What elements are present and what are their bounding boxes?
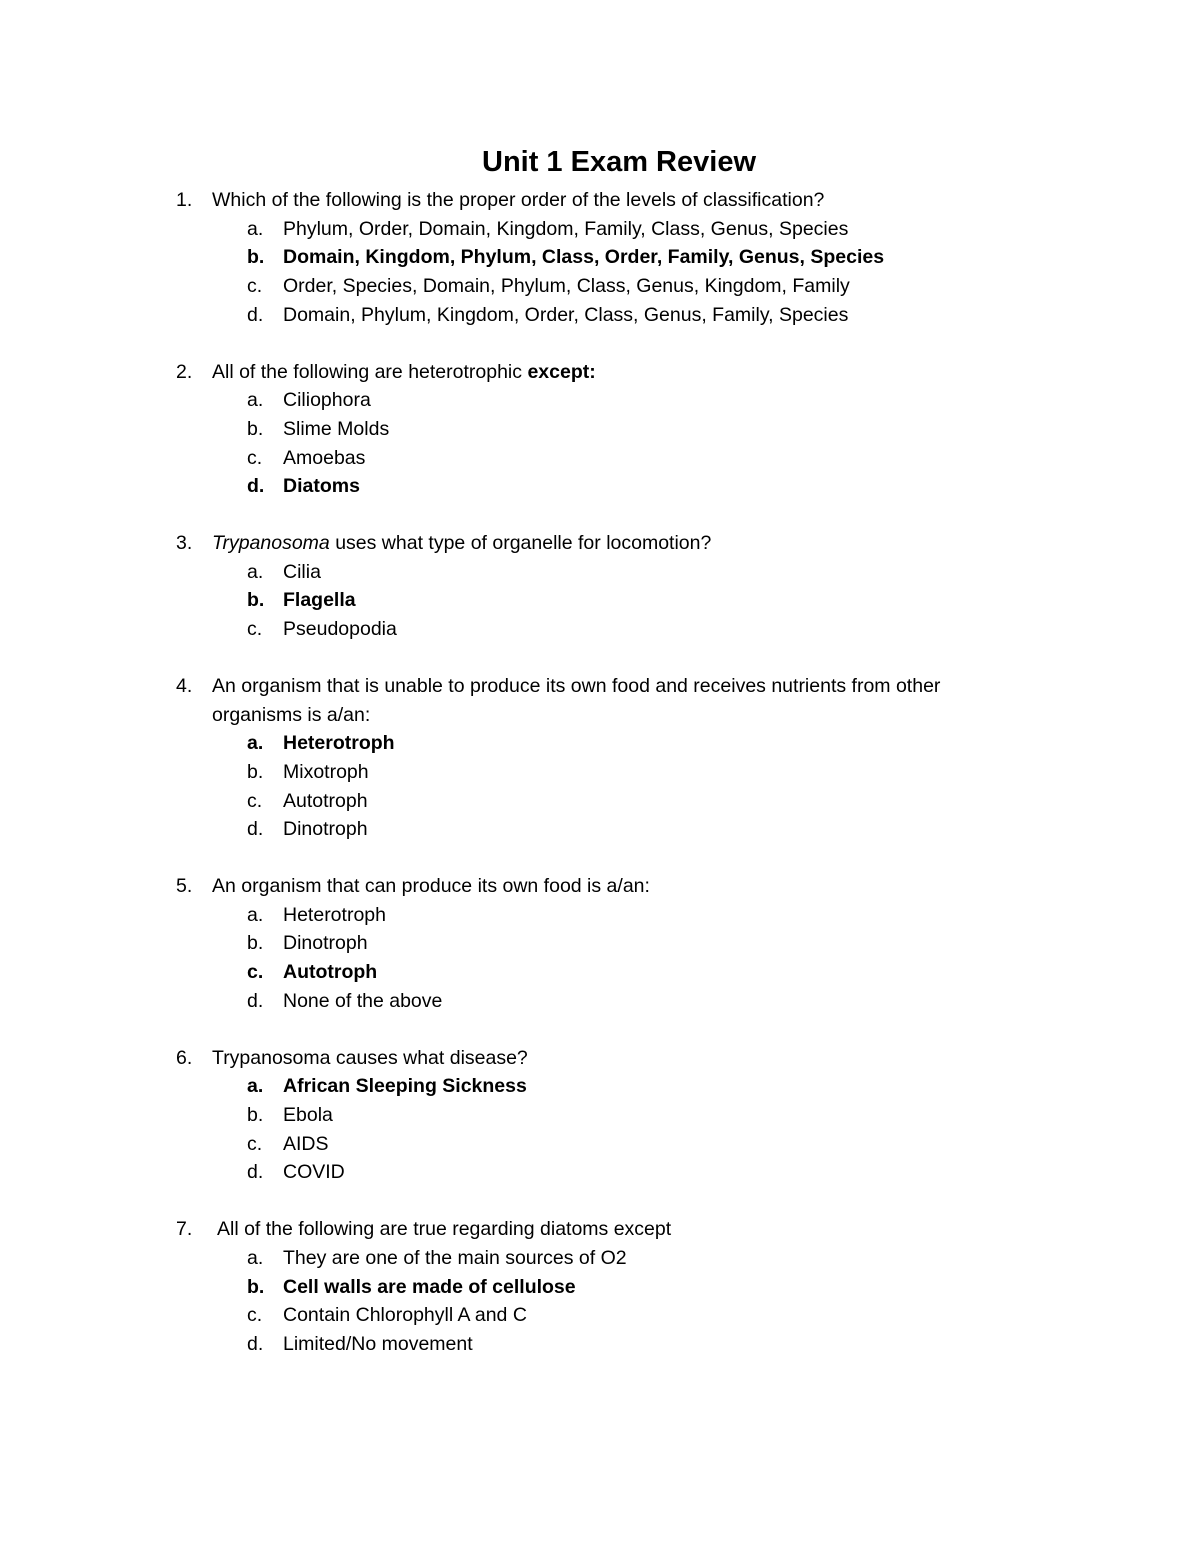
question-number: 7. bbox=[176, 1218, 193, 1241]
option-text: Slime Molds bbox=[283, 417, 390, 440]
option-b bbox=[0, 1101, 1200, 1130]
option-text: Contain Chlorophyll A and C bbox=[283, 1304, 527, 1327]
option-c bbox=[0, 615, 1200, 644]
question-text: Trypanosoma causes what disease? bbox=[212, 1046, 528, 1069]
option-d bbox=[0, 301, 1200, 330]
option-letter: b. bbox=[247, 932, 264, 955]
option-text: Mixotroph bbox=[283, 760, 369, 783]
option-text: COVID bbox=[283, 1161, 345, 1184]
option-letter: c. bbox=[247, 1132, 263, 1155]
option-b bbox=[0, 758, 1200, 787]
option-text: Heterotroph bbox=[283, 903, 386, 926]
option-text: AIDS bbox=[283, 1132, 329, 1155]
question-1-stem bbox=[0, 186, 1200, 215]
option-d-correct bbox=[0, 472, 1200, 501]
option-text: Ebola bbox=[283, 1103, 333, 1126]
option-letter: d. bbox=[247, 1332, 264, 1355]
question-number: 1. bbox=[176, 189, 193, 211]
option-letter: a. bbox=[247, 1075, 264, 1098]
option-text: Diatoms bbox=[283, 475, 360, 498]
question-2 bbox=[0, 358, 1200, 502]
option-c bbox=[0, 787, 1200, 816]
option-text: Domain, Kingdom, Phylum, Class, Order, Family, Genus, Species bbox=[283, 246, 885, 269]
option-d bbox=[0, 815, 1200, 844]
question-text bbox=[212, 529, 711, 558]
question-number: 2. bbox=[176, 360, 193, 383]
question-text-italic: Trypanosoma bbox=[212, 532, 330, 555]
question-1 bbox=[0, 186, 1200, 330]
option-letter: c. bbox=[247, 446, 263, 469]
option-letter: a. bbox=[247, 389, 264, 412]
option-b-correct bbox=[0, 1273, 1200, 1302]
option-letter: c. bbox=[247, 1304, 263, 1327]
question-6 bbox=[0, 1044, 1200, 1188]
option-c-correct bbox=[0, 958, 1200, 987]
option-text: Ciliophora bbox=[283, 389, 371, 412]
question-text-suffix: uses what type of organelle for locomotion? bbox=[329, 532, 712, 555]
option-text: They are one of the main sources of O2 bbox=[283, 1246, 627, 1269]
option-text: Flagella bbox=[283, 589, 356, 612]
question-6-stem bbox=[0, 1044, 1200, 1073]
question-text-emphasis: except: bbox=[527, 360, 596, 383]
option-a-correct bbox=[0, 729, 1200, 758]
option-letter: d. bbox=[247, 989, 264, 1012]
option-c bbox=[0, 444, 1200, 473]
option-letter: b. bbox=[247, 246, 265, 269]
option-text: Dinotroph bbox=[283, 818, 368, 841]
option-text: Phylum, Order, Domain, Kingdom, Family, Class, Genus, Species bbox=[283, 217, 849, 240]
question-7 bbox=[0, 1215, 1200, 1359]
question-4 bbox=[0, 672, 1200, 844]
question-number: 4. bbox=[176, 674, 193, 697]
question-4-stem-continued bbox=[0, 701, 1200, 730]
option-a bbox=[0, 1244, 1200, 1273]
option-text: Autotroph bbox=[283, 789, 368, 812]
question-text: An organism that is unable to produce its own food and receives nutrients from other bbox=[212, 674, 941, 697]
question-2-stem bbox=[0, 358, 1200, 387]
question-text: All of the following are true regarding diatoms except bbox=[217, 1218, 672, 1241]
option-a-correct bbox=[0, 1072, 1200, 1101]
option-a bbox=[0, 558, 1200, 587]
option-letter: b. bbox=[247, 1103, 264, 1126]
option-letter: b. bbox=[247, 417, 264, 440]
option-c bbox=[0, 1130, 1200, 1159]
option-d bbox=[0, 1330, 1200, 1359]
option-c bbox=[0, 272, 1200, 301]
option-letter: d. bbox=[247, 818, 264, 841]
option-letter: c. bbox=[247, 618, 263, 641]
option-letter: a. bbox=[247, 217, 264, 240]
question-number: 6. bbox=[176, 1046, 193, 1069]
question-text: organisms is a/an: bbox=[212, 703, 371, 726]
option-text: Amoebas bbox=[283, 446, 366, 469]
question-3 bbox=[0, 529, 1200, 644]
option-letter: a. bbox=[247, 560, 264, 583]
option-b-correct bbox=[0, 586, 1200, 615]
option-letter: a. bbox=[247, 903, 264, 926]
question-number: 5. bbox=[176, 875, 193, 898]
option-text: Cilia bbox=[283, 560, 321, 583]
option-a bbox=[0, 901, 1200, 930]
question-3-stem bbox=[0, 529, 1200, 558]
page-title: Unit 1 Exam Review bbox=[482, 146, 756, 178]
question-text: Which of the following is the proper order of the levels of classification? bbox=[212, 189, 825, 211]
option-b bbox=[0, 415, 1200, 444]
option-text: Domain, Phylum, Kingdom, Order, Class, Genus, Family, Species bbox=[283, 303, 849, 326]
question-5 bbox=[0, 872, 1200, 1016]
option-letter: a. bbox=[247, 1246, 264, 1269]
option-letter: d. bbox=[247, 303, 264, 326]
option-a bbox=[0, 215, 1200, 244]
question-text: An organism that can produce its own food is a/an: bbox=[212, 875, 650, 898]
option-text: Pseudopodia bbox=[283, 618, 397, 641]
option-text: Heterotroph bbox=[283, 732, 395, 755]
option-letter: b. bbox=[247, 760, 264, 783]
question-4-stem bbox=[0, 672, 1200, 701]
option-text: Limited/No movement bbox=[283, 1332, 473, 1355]
question-text-prefix: All of the following are heterotrophic bbox=[212, 360, 528, 383]
option-text: Autotroph bbox=[283, 961, 378, 984]
option-b-correct bbox=[0, 243, 1200, 272]
option-letter: c. bbox=[247, 961, 264, 984]
option-text: Dinotroph bbox=[283, 932, 368, 955]
option-letter: d. bbox=[247, 475, 265, 498]
question-7-stem bbox=[0, 1215, 1200, 1244]
question-text bbox=[212, 358, 596, 387]
question-list bbox=[0, 186, 1200, 1387]
option-letter: c. bbox=[247, 275, 263, 298]
option-letter: a. bbox=[247, 732, 264, 755]
option-text: Order, Species, Domain, Phylum, Class, Genus, Kingdom, Family bbox=[283, 275, 850, 298]
option-text: Cell walls are made of cellulose bbox=[283, 1275, 576, 1298]
option-letter: d. bbox=[247, 1161, 264, 1184]
option-letter: b. bbox=[247, 589, 265, 612]
option-letter: c. bbox=[247, 789, 263, 812]
option-text: None of the above bbox=[283, 989, 443, 1012]
question-5-stem bbox=[0, 872, 1200, 901]
option-b bbox=[0, 929, 1200, 958]
option-text: African Sleeping Sickness bbox=[283, 1075, 527, 1098]
option-letter: b. bbox=[247, 1275, 265, 1298]
option-c bbox=[0, 1301, 1200, 1330]
option-d bbox=[0, 1158, 1200, 1187]
option-a bbox=[0, 386, 1200, 415]
option-d bbox=[0, 987, 1200, 1016]
question-number: 3. bbox=[176, 532, 193, 555]
